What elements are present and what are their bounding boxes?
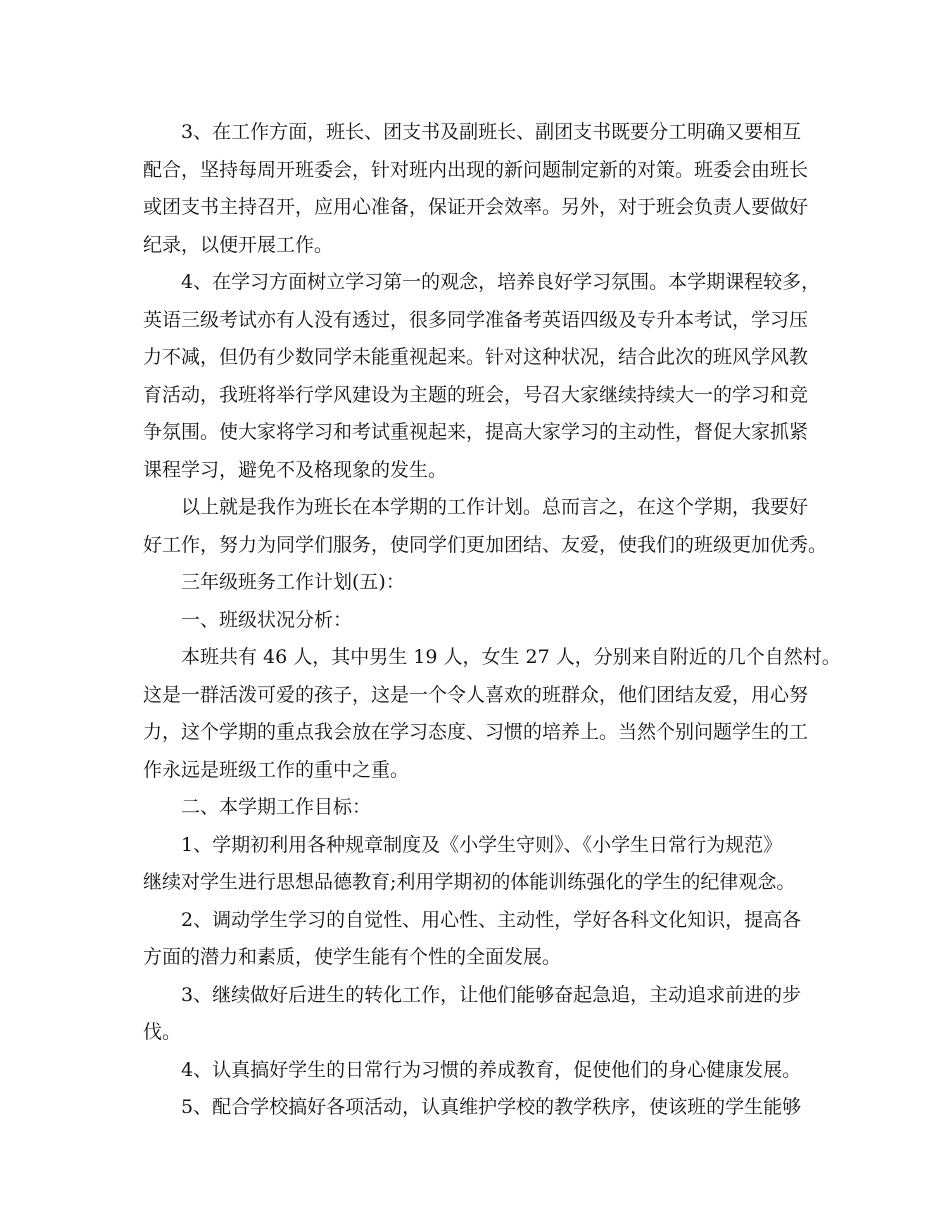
text-line: 育活动，我班将举行学风建设为主题的班会，号召大家继续持续大一的学习和竞 xyxy=(143,383,809,406)
text-line: 3、在工作方面，班长、团支书及副班长、副团支书既要分工明确又要相互 xyxy=(181,121,802,143)
text-line: 二、本学期工作目标： xyxy=(181,796,372,818)
text-line: 一、班级状况分析： xyxy=(181,608,353,631)
document-body xyxy=(143,114,841,1127)
text-line: 这是一群活泼可爱的孩子，这是一个令人喜欢的班群众，他们团结友爱，用心努 xyxy=(143,683,809,706)
text-line: 配合，坚持每周开班委会，针对班内出现的新问题制定新的对策。班委会由班长 xyxy=(143,158,809,181)
text-line: 英语三级考试亦有人没有透过，很多同学准备考英语四级及专升本考试，学习压 xyxy=(143,308,809,331)
text-line: 或团支书主持召开，应用心准备，保证开会效率。另外，对于班会负责人要做好 xyxy=(143,196,809,218)
text-line: 作永远是班级工作的重中之重。 xyxy=(143,758,410,781)
text-line: 5、配合学校搞好各项活动，认真维护学校的教学秩序，使该班的学生能够 xyxy=(181,1096,802,1118)
text-line: 力不减，但仍有少数同学未能重视起来。针对这种状况，结合此次的班风学风教 xyxy=(143,346,809,368)
text-line: 纪录，以便开展工作。 xyxy=(143,233,334,256)
text-line: 4、认真搞好学生的日常行为习惯的养成教育，促使他们的身心健康发展。 xyxy=(181,1058,802,1081)
text-line: 好工作，努力为同学们服务，使同学们更加团结、友爱，使我们的班级更加优秀。 xyxy=(143,533,828,556)
text-line: 课程学习，避免不及格现象的发生。 xyxy=(143,458,448,481)
text-line: 三年级班务工作计划(五)： xyxy=(181,571,405,593)
text-line: 伐。 xyxy=(143,1021,182,1043)
text-line: 2、调动学生学习的自觉性、用心性、主动性，学好各科文化知识，提高各 xyxy=(181,908,802,931)
text-line: 3、继续做好后进生的转化工作，让他们能够奋起急追，主动追求前进的步 xyxy=(181,983,802,1006)
text-line: 方面的潜力和素质，使学生能有个性的全面发展。 xyxy=(143,946,562,968)
text-line: 力，这个学期的重点我会放在学习态度、习惯的培养上。当然个别问题学生的工 xyxy=(143,721,809,743)
text-line: 争氛围。使大家将学习和考试重视起来，提高大家学习的主动性，督促大家抓紧 xyxy=(143,421,809,443)
text-line: 继续对学生进行思想品德教育;利用学期初的体能训练强化的学生的纪律观念。 xyxy=(143,871,796,893)
text-line: 4、在学习方面树立学习第一的观念，培养良好学习氛围。本学期课程较多， xyxy=(181,271,821,293)
text-line: 1、学期初利用各种规章制度及《小学生守则》、《小学生日常行为规范》 xyxy=(181,833,783,856)
text-line: 本班共有 46 人，其中男生 19 人，女生 27 人，分别来自附近的几个自然村。 xyxy=(181,646,841,668)
text-line: 以上就是我作为班长在本学期的工作计划。总而言之，在这个学期，我要好 xyxy=(181,496,809,518)
